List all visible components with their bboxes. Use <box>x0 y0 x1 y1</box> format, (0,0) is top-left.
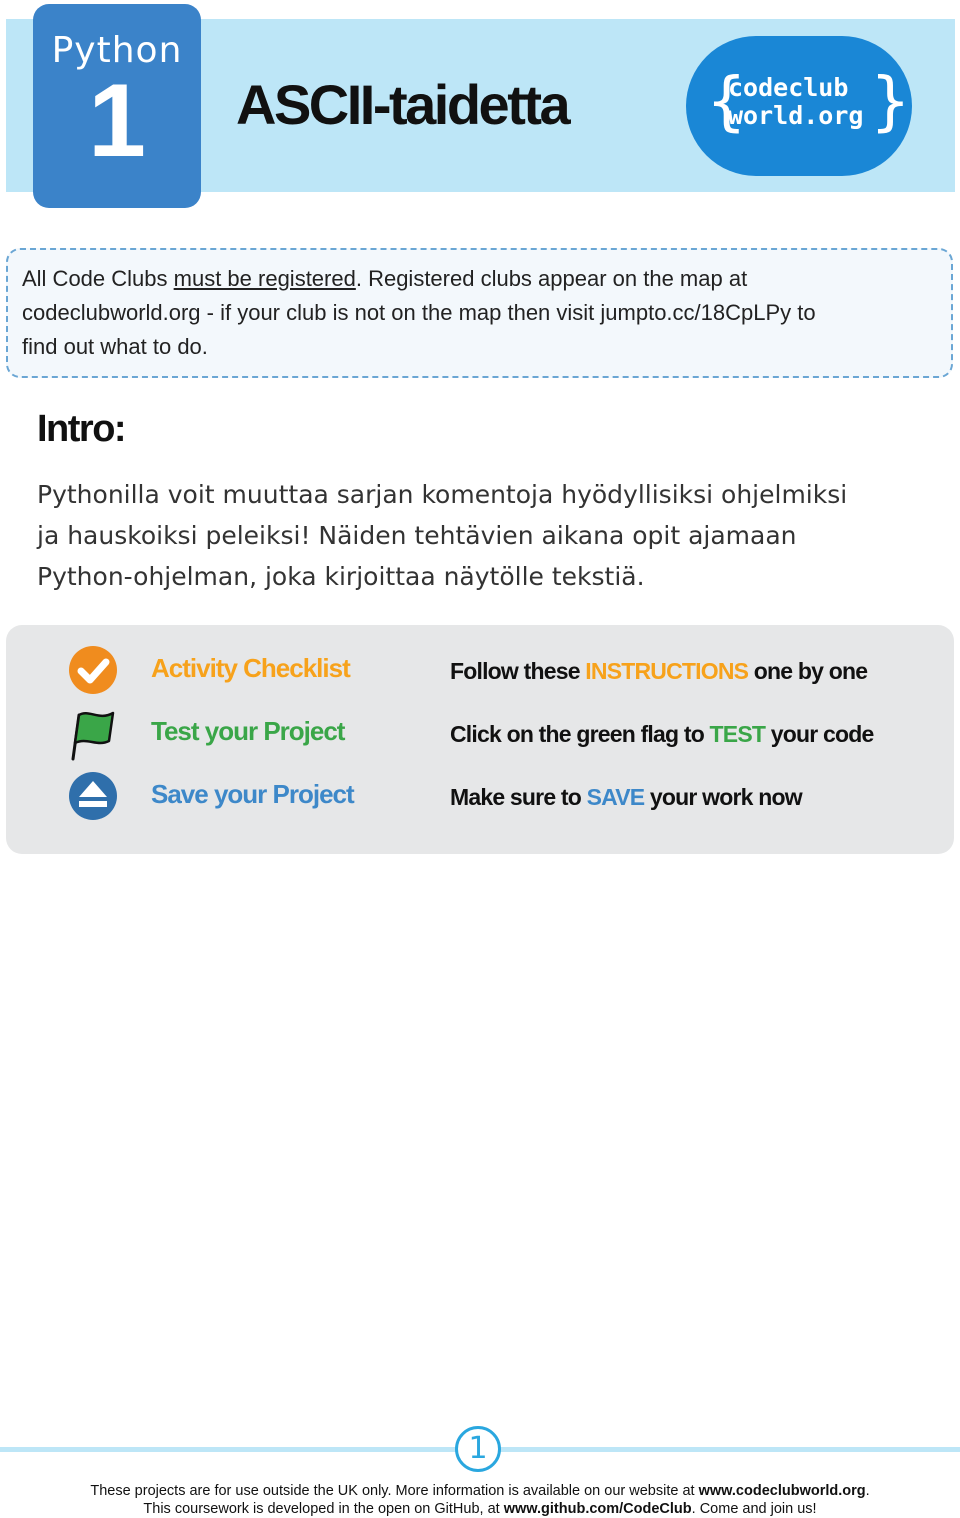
checklist-label-activity: Activity Checklist <box>151 653 350 683</box>
footer-line2-end: . Come and join us! <box>691 1501 817 1517</box>
intro-heading: Intro: <box>37 408 126 450</box>
green-flag-icon <box>65 707 121 763</box>
logo-left-brace: { <box>706 65 747 139</box>
footer-text <box>0 1482 960 1518</box>
notice-line1-rest: . Registered clubs appear on the map at <box>355 266 748 291</box>
checklist-label-save: Save your Project <box>151 779 354 809</box>
desc-text: Follow these <box>450 658 586 684</box>
intro-line1: Pythonilla voit muuttaa sarjan komentoja hyödyllisiksi ohjelmiksi <box>37 480 848 509</box>
registration-notice <box>6 248 953 378</box>
checklist-legend <box>6 625 954 854</box>
codeclub-logo <box>684 34 914 178</box>
footer-line2-text: This coursework is developed in the open on GitHub, at <box>143 1501 504 1517</box>
footer-line1-text: These projects are for use outside the UK only. More information is available on our website at <box>90 1483 699 1499</box>
logo-line2: world.org <box>728 101 864 130</box>
desc-keyword: INSTRUCTIONS <box>585 658 749 684</box>
desc-text: Make sure to <box>450 784 587 810</box>
desc-text: Click on the green flag to <box>450 721 710 747</box>
level-number: 1 <box>88 63 146 179</box>
intro-line2: ja hauskoiksi peleiksi! Näiden tehtävien aikana opit ajamaan <box>37 521 797 550</box>
desc-keyword: TEST <box>709 721 766 747</box>
notice-prefix: All Code Clubs <box>22 266 174 291</box>
register-link[interactable]: must be registered <box>173 266 356 291</box>
desc-text: your code <box>765 721 874 747</box>
logo-line1: codeclub <box>728 73 849 102</box>
intro-body <box>37 474 917 597</box>
notice-line1 <box>22 262 937 296</box>
logo-right-brace: } <box>870 65 911 139</box>
level-tab <box>33 4 201 208</box>
page-title: ASCII-taidetta <box>236 73 569 136</box>
footer-line2 <box>0 1500 960 1518</box>
checklist-desc-activity <box>450 658 867 685</box>
checklist-desc-test <box>450 721 873 748</box>
desc-text: your work now <box>644 784 802 810</box>
footer-line1-end: . <box>865 1483 870 1499</box>
footer-line1 <box>0 1482 960 1500</box>
notice-line3: find out what to do. <box>22 334 208 359</box>
checklist-desc-save <box>450 784 802 811</box>
logo-text <box>728 74 863 130</box>
desc-text: one by one <box>748 658 868 684</box>
desc-keyword: SAVE <box>586 784 645 810</box>
checklist-label-test: Test your Project <box>151 716 345 746</box>
notice-line2: codeclubworld.org - if your club is not on the map then visit jumpto.cc/18CpLPy to <box>22 300 816 325</box>
level-language: Python <box>51 30 183 71</box>
checkmark-icon <box>65 642 121 698</box>
intro-line3: Python-ohjelman, joka kirjoittaa näytölle tekstiä. <box>37 562 645 591</box>
footer-github-link[interactable]: www.github.com/CodeClub <box>503 1501 692 1517</box>
page-number: 1 <box>455 1426 501 1472</box>
footer-website-link[interactable]: www.codeclubworld.org <box>698 1483 866 1499</box>
save-eject-icon <box>65 768 121 824</box>
